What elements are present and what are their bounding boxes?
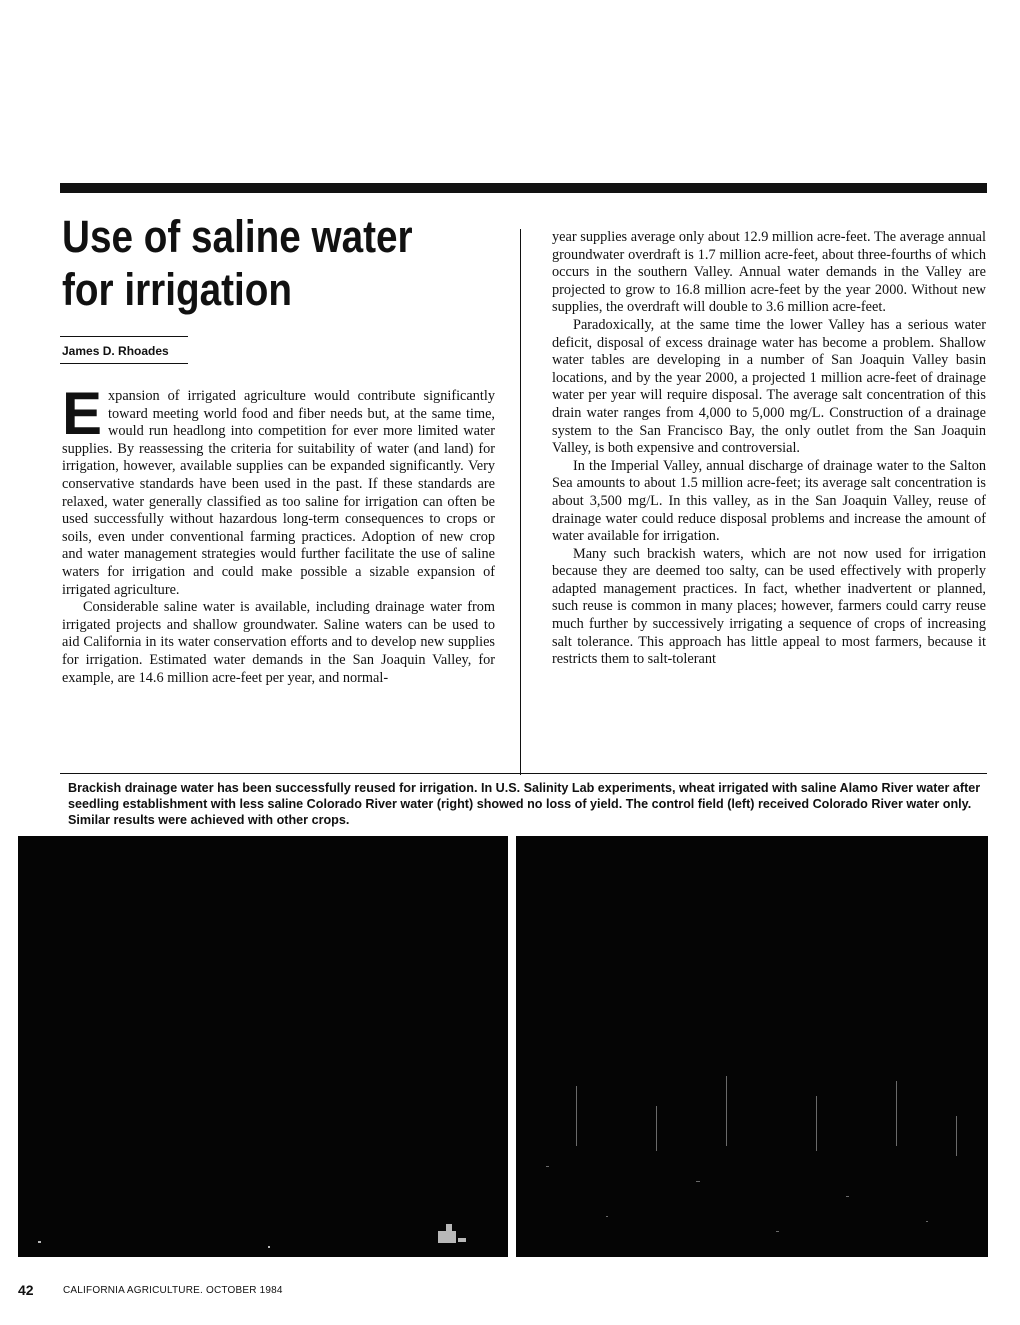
drop-cap: E	[62, 380, 103, 447]
author-byline: James D. Rhoades	[62, 344, 169, 358]
photo-saline-field-image	[516, 836, 988, 1257]
article-title	[62, 210, 449, 316]
paragraph: Considerable saline water is available, including drainage water from irrigated projects and shallow groundwater. Saline waters can be used to aid California in its water conservation efforts and to develop new supplies for irrigation. Estimated water demands in the San Joaquin Valley, for example, are 14.6 million acre-feet per year, and normal-	[62, 599, 495, 686]
author-rule-top	[60, 336, 188, 337]
photo-control-field	[18, 836, 508, 1257]
journal-footer: CALIFORNIA AGRICULTURE. OCTOBER 1984	[63, 1285, 283, 1296]
page-number: 42	[18, 1282, 34, 1298]
top-rule	[60, 183, 987, 193]
author-rule-bottom	[60, 363, 188, 364]
paragraph: year supplies average only about 12.9 million acre-feet. The average annual groundwater overdraft is 1.7 million acre-feet, about three-fourths of which occurs in the southern Valley. Annual water demands in the Valley are projected to grow to 16.8 million acre-feet by the year 2000. Without new supplies, the overdraft will double to 3.6 million acre-feet.	[552, 229, 986, 316]
caption-rule	[60, 773, 987, 774]
title-line-1: Use of saline water	[62, 211, 413, 262]
paragraph-intro	[62, 380, 495, 599]
paragraph-intro-text: xpansion of irrigated agriculture would contribute significantly toward meeting world food and fiber needs but, at the same time, would run headlong into competition for ever more limited water supplies. By reassessing the criteria for suitability of water (and land) for irrigation, however, available supplies can be expanded significantly. Very conservative standards have been used in the past. If these standards are relaxed, water generally classified as too saline for irrigation can often be used successfully without hazardous long-term consequences to crops or soils, even under conventional farming practices. Adoption of new crop and water management strategies would further facilitate the use of saline waters for irrigation and could make possible a sizable expansion of irrigated agriculture.	[62, 388, 495, 598]
title-line-2: for irrigation	[62, 264, 293, 315]
paragraph: Paradoxically, at the same time the lower Valley has a serious water deficit, disposal of excess drainage water has become a problem. Shallow water tables are developing in a number of San Joaquin Valley basin locations, and by the year 2000, a projected 1 million acre-feet of drainage water per year will require disposal. The average salt concentration of this drain water ranges from 4,000 to 5,000 mg/L. Construction of a drainage system to the San Francisco Bay, the only outlet from the San Joaquin Valley, is both expensive and controversial.	[552, 316, 986, 457]
photo-caption: Brackish drainage water has been successfully reused for irrigation. In U.S. Salinity Lab experiments, wheat irrigated with saline Alamo River water after seedling establishment with less saline Colorado River water (right) showed no loss of yield. The control field (left) received Colorado River water only. Similar results were achieved with other crops.	[68, 781, 981, 827]
body-column-left	[62, 380, 495, 687]
photo-saline-field	[516, 836, 988, 1257]
column-divider	[520, 229, 521, 775]
body-column-right	[552, 229, 986, 669]
paragraph: In the Imperial Valley, annual discharge of drainage water to the Salton Sea amounts to about 1.5 million acre-feet; its average salt concentration is about 3,500 mg/L. In this valley, as in the San Joaquin Valley, reuse of drainage water could reduce disposal problems and increase the amount of water available for irrigation.	[552, 457, 986, 545]
paragraph: Many such brackish waters, which are not now used for irrigation because they are deemed too salty, can be used effectively with properly adapted management practices. In fact, whether inadvertent or planned, such reuse is common in many places; however, farmers could carry reuse much further by successively irrigating a sequence of crops of increasing salt tolerance. This approach has little appeal to most farmers, because it restricts them to salt-tolerant	[552, 545, 986, 668]
photo-control-field-image	[18, 836, 508, 1257]
